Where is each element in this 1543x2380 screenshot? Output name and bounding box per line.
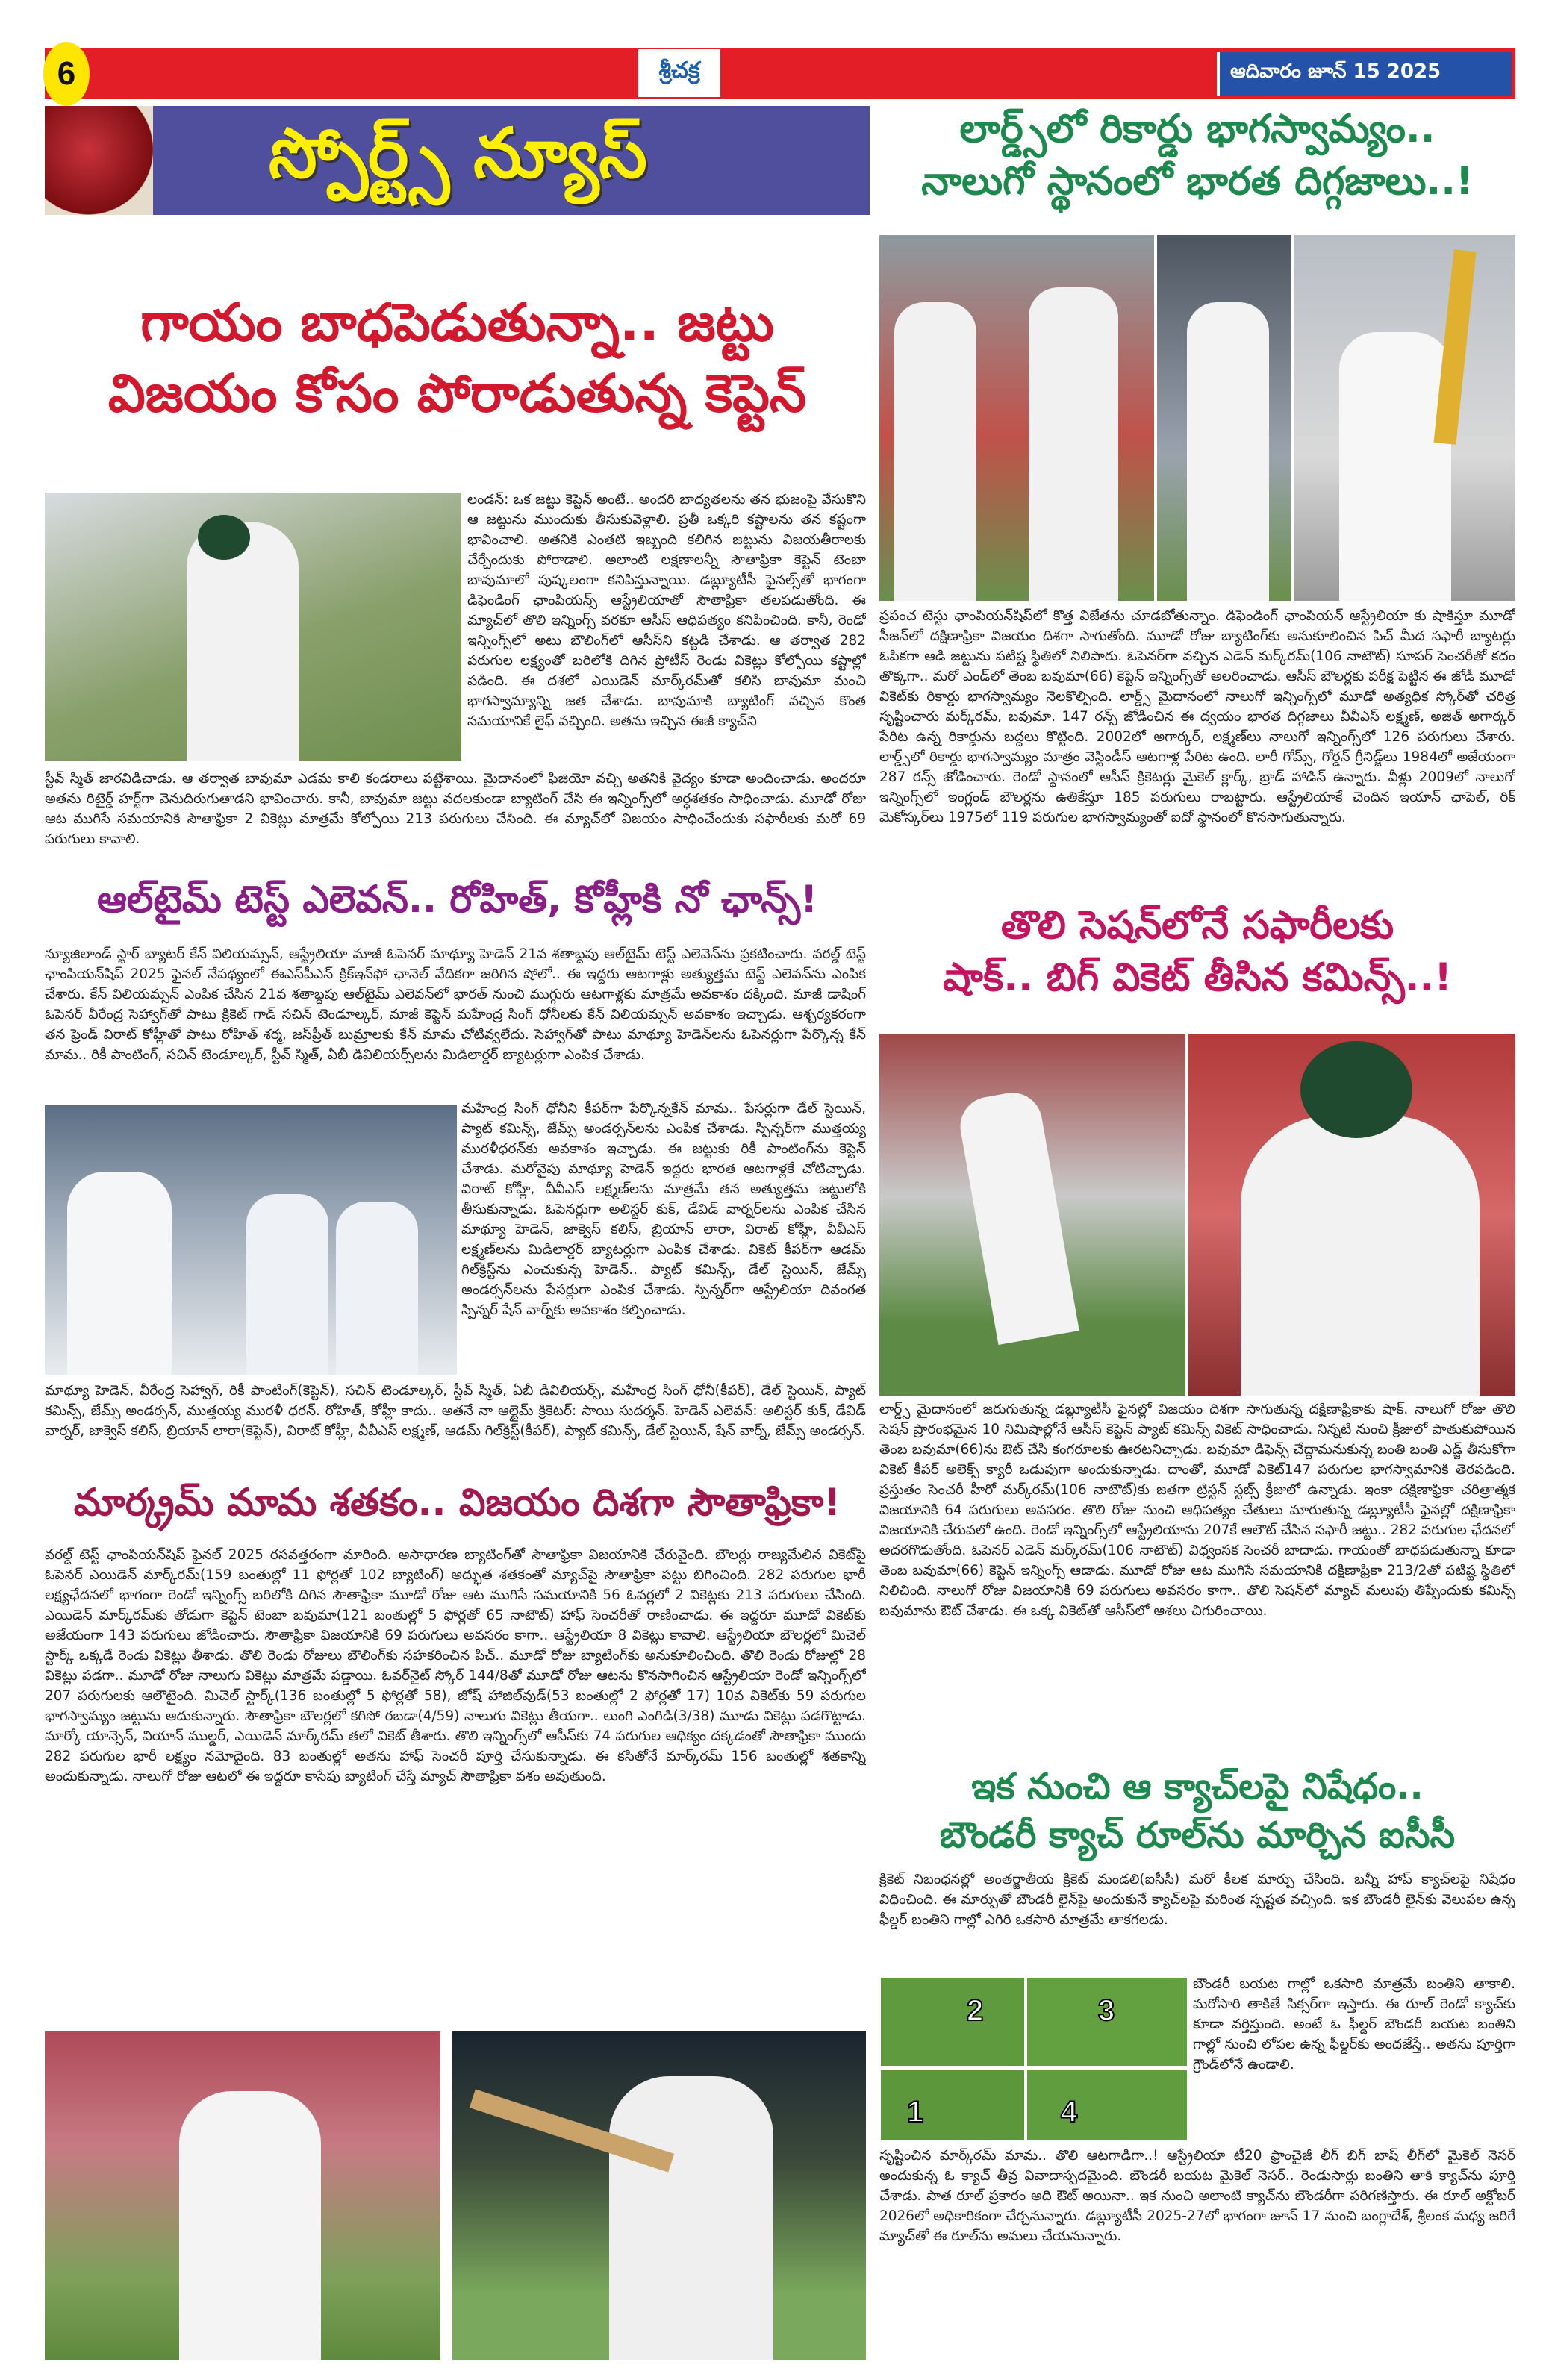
lords-headline	[879, 103, 1515, 207]
alltime-headline: ఆల్‌టైమ్ టెస్ట్ ఎలెవన్.. రోహిత్, కోహ్లీకి నో ఛాన్స్!	[96, 878, 818, 921]
captain-body-side: లండన్: ఒక జట్టు కెప్టెన్ అంటే.. అందరి బాధ్యతలను తన భుజంపై వేసుకొని ఆ జట్టును ముందుకు తీసుకువెళ్లాలి. ప్రతీ ఒక్కరి కష్టాలను తన కష్టంగా భావించాలి. అతనికి ఎంతటి ఇబ్బంది కలిగిన జట్టును విజయతీరాలకు చేర్చేందుకు పోరాడాలి. అలాంటి లక్షణాలన్నీ సౌతాఫ్రికా కెప్టెన్ టెంబా బావుమాలో పుష్కలంగా కనిపిస్తున్నాయి. డబ్ల్యూటీసీ ఫైనల్స్‌తో భాగంగా డిఫెండింగ్ ఛాంపియన్స్ ఆస్ట్రేలియాతో సౌతాఫ్రికా తలపడుతోంది. ఈ మ్యాచ్‌లో తొలి ఇన్నింగ్స్ వరకూ ఆసీస్ ఆధిపత్యం కనిపించింది. కానీ, రెండో ఇన్నింగ్స్‌లో అటు బౌలింగ్‌లో ఆసీస్‌ని కట్టడి చేశాడు. ఆ తర్వాత 282 పరుగుల లక్ష్యంతో బరిలోకి దిగిన ప్రోటీస్ రెండు వికెట్లు కోల్పోయి కష్టాల్లో పడింది. ఈ దశలో ఎయిడెన్ మార్క్‌రమ్‌తో కలిసి బావుమా మంచి భాగస్వామ్యాన్ని జత చేశాడు. బావుమాకి బ్యాటింగ్ వచ్చిన కొంత సమయానికే లైఫ్ వచ్చింది. అతను ఇచ్చిన ఈజీ క్యాచ్‌ని	[467, 492, 866, 729]
cummins-celebration-photo	[879, 1034, 1185, 1396]
captain-headline-line2: విజయం కోసం పోరాడుతున్న కెప్టెన్	[107, 362, 807, 424]
icc-headline	[879, 1763, 1515, 1860]
section-title: స్పోర్ట్స్ న్యూస్	[269, 113, 647, 193]
catch-frame: 4	[1027, 2070, 1187, 2140]
icc-body-bottom: సృష్టించిన మార్క్‌రమ్ మామ.. తొలి ఆటగాడిగా..! ఆస్ట్రేలియా టీ20 ఫ్రాంచైజీ లీగ్ బిగ్ బాష్ లీగ్‌లో మైకెల్ నెసర్ అందుకున్న ఓ క్యాచ్ తీవ్ర వివాదాస్పదమైంది. బౌండరీ బయట మైకెల్ నెసర్.. రెండుసార్లు బంతిని తాకి క్యాచ్‌ను పూర్తి చేశాడు. పాత రూల్ ప్రకారం అది ఔట్ అయినా.. ఇక నుంచి అలాంటి క్యాచ్‌ను బౌండరీగా పరిగణిస్తారు. ఈ రూల్ అక్టోబర్ 2026లో అధికారికంగా చేర్చనున్నారు. డబ్ల్యూటీసీ 2025-27లో భాగంగా జూన్ 17 నుంచి బంగ్లాదేశ్, శ్రీలంక మధ్య జరిగే మ్యాచ్‌తో ఈ రూల్‌ను అమలు చేయనున్నారు.	[879, 2148, 1515, 2244]
cricket-ball-icon	[45, 106, 153, 215]
icc-body-top: క్రికెట్ నిబంధనల్లో అంతర్జాతీయ క్రికెట్ మండలి(ఐసీసీ) మరో కీలక మార్పు చేసింది. బన్నీ హాప్ క్యాచ్‌లపై నిషేధం విధించింది. ఈ మార్పుతో బౌండరీ లైన్‌పై అందుకునే క్యాచ్‌లపై మరింత స్పష్టత వచ్చింది. ఇక బౌండరీ లైన్‌కు వెలుపల ఉన్న ఫీల్డర్ బంతిని గాల్లో ఎగిరి ఒకసారి మాత్రమే తాకగలడు.	[879, 1872, 1515, 1928]
captain-body: స్టీవ్ స్మిత్ జారవిడిచాడు. ఆ తర్వాత బావుమా ఎడమ కాలి కండరాలు పట్టేశాయి. మైదానంలో ఫిజియో వచ్చి అతనికి వైద్యం కూడా అందించాడు. అందరూ అతను రిటైర్డ్ హర్ట్‌గా వెనుదిరుగుతాడని భావించారు. కానీ, బావుమా జట్టు వదలకుండా బ్యాటింగ్ చేసి ఈ ఇన్నింగ్స్‌లో అర్ధశతకం సాధించాడు. మూడో రోజు ఆట ముగిసే సమయానికి సౌతాఫ్రికా 2 వికెట్లు మాత్రమే కోల్పోయి 213 పరుగులు చేసింది. ఈ మ్యాచ్‌లో విజయం సాధించేందుకు సఫారీలకు మరో 69 పరుగులు కావాలి.	[45, 771, 866, 847]
catch-frame: 3	[1027, 1978, 1187, 2066]
alltime-body-top: న్యూజిలాండ్ స్టార్ బ్యాటర్ కేన్ విలియమ్సన్, ఆస్ట్రేలియా మాజీ ఓపెనర్ మాథ్యూ హెడెన్ 21వ శతాబ్దపు ఆల్‌టైమ్ టెస్ట్ ఎలెవెన్‌ను ప్రకటించారు. వరల్డ్ టెస్ట్ ఛాంపియన్‌షిప్ 2025 ఫైనల్ నేపథ్యంలో ఈఎస్‌పీఎన్ క్రిక్‌ఇన్‌ఫో ఛానెల్ వేదికగా జరిగిన షోలో.. ఈ ఇద్దరు ఆటగాళ్లు అత్యుత్తమ టెస్ట్ ఎలెవన్‌ను ఎంపిక చేశారు. కేన్ విలియమ్సన్ ఎంపిక చేసిన 21వ శతాబ్దపు ఆల్‌టైమ్ ఎలెవన్‌లో భారత్ నుంచి ముగ్గురు ఆటగాళ్లకు మాత్రమే అవకాశం దక్కింది. మాజీ డాషింగ్ ఓపెనర్ వీరేంద్ర సెహ్వాగ్‌తో పాటు క్రికెట్ గాడ్ సచిన్ టెండూల్కర్, మాజీ కెప్టెన్ మహేంద్ర సింగ్ ధోనీలకు కేన్ విలియమ్సన్ అవకాశం ఇచ్చాడు. ఆశ్చర్యకరంగా తన ఫ్రెండ్ విరాట్ కోహ్లీతో పాటు రోహిత్ శర్మ, జస్‌ప్రీత్ బుమ్రాలకు కేన్ మామ చోటివ్వలేదు. సెహ్వాగ్‌తో పాటు మాథ్యూ హెడెన్‌లను ఓపెనర్లుగా పేర్కొన్న కేన్ మామ.. రికీ పాంటింగ్, సచిన్ టెండూల్కర్, స్టీవ్ స్మిత్, ఏబీ డివిలియర్స్‌లను మిడిలార్డర్ బ్యాటర్లుగా ఎంపిక చేశాడు.	[45, 946, 866, 1063]
lords-headline-line2: నాలుగో స్థానంలో భారత దిగ్గజాలు..!	[921, 159, 1474, 204]
markram-headline: మార్క్రమ్ మామ శతకం.. విజయం దిశగా సౌతాఫ్రికా!	[73, 1481, 841, 1524]
markram-celebration-photo	[45, 2031, 440, 2360]
captain-headline-line1: గాయం బాధపెడుతున్నా.. జట్టు	[140, 292, 774, 353]
boundary-catch-sequence	[881, 1978, 1187, 2140]
sports-news-banner	[45, 106, 870, 215]
alltime-body-side: మహేంద్ర సింగ్ ధోనీని కీపర్‌గా పేర్కొన్నకేన్ మామ.. పేసర్లుగా డేల్ స్టెయిన్, ప్యాట్ కమిన్స్, జేమ్స్ అండర్సన్‌లను ఎంపిక చేశాడు. స్పిన్నర్‌గా ముత్తయ్య మురళీధరన్‌కు అవకాశం ఇచ్చాడు. ఈ జట్టుకు రికీ పాంటింగ్‌ను కెప్టెన్ చేశాడు. మరోవైపు మాథ్యూ హెడెన్ ఇద్దరు భారత ఆటగాళ్లకే చోటిచ్చాడు. విరాట్ కోహ్లీ, వీవీఎస్ లక్ష్మణ్‌లను మాత్రమే తన అత్యుత్తమ జట్టులోకి తీసుకున్నాడు. ఓపెనర్లుగా అలిస్టర్ కుక్, డేవిడ్ వార్నర్‌లను ఎంపిక చేసిన మాథ్యూ హెడెన్, జాక్వెస్ కలిస్, బ్రియాన్ లారా, విరాట్ కోహ్లీ, వీవీఎస్ లక్ష్మణ్‌లను మిడిలార్డర్ బ్యాటర్లుగా ఎంపిక చేశాడు. వికెట్ కీపర్‌గా ఆడమ్ గిల్‌క్రిస్ట్‌ను ఎంచుకున్న హెడెన్.. ప్యాట్ కమిన్స్, డేల్ స్టెయిన్, జేమ్స్ అండర్సన్‌లను పేసర్లుగా ఎంపిక చేశాడు. స్పిన్నర్‌గా ఆస్ట్రేలియా దివంగత స్పిన్నర్ షేన్ వార్న్‌కు అవకాశం కల్పించాడు.	[461, 1101, 866, 1318]
markram-bavuma-photo	[879, 235, 1154, 601]
icc-headline-line2: బౌండరీ క్యాచ్ రూల్‌ను మార్చిన ఐసీసీ	[939, 1814, 1456, 1856]
agarkar-photo	[1294, 235, 1515, 601]
newspaper-logo: శ్రీచక్ర	[638, 49, 720, 97]
icc-body-side: బౌండరీ బయట గాల్లో ఒకసారి మాత్రమే బంతిని తాకాలి. మరోసారి తాకితే సిక్సర్‌గా ఇస్తారు. ఈ రూల్ రెండో క్యాచ్‌కు కూడా వర్తిస్తుంది. అంటే ఓ ఫీల్డర్ బౌండరీ బయట బంతిని గాల్లో నుంచి లోపల ఉన్న ఫీల్డర్‌కు అందజేస్తే.. అతను పూర్తిగా గ్రౌండ్‌లోనే ఉండాలి.	[1193, 1976, 1515, 2073]
cummins-headline-line2: షాక్.. బిగ్ వికెట్ తీసిన కమిన్స్..!	[943, 955, 1452, 1001]
markram-batting-photo	[452, 2031, 866, 2360]
markram-body: వరల్డ్ టెస్ట్ ఛాంపియన్‌షిప్ ఫైనల్ 2025 రసవత్తరంగా మారింది. అసాధారణ బ్యాటింగ్‌తో సౌతాఫ్రికా విజయానికి చేరువైంది. బౌలర్లు రాజ్యమేలిన వికెట్‌పై ఓపెనర్ ఎయిడెన్ మార్క్‌రమ్(159 బంతుల్లో 11 ఫోర్లతో 102 బ్యాటింగ్) అద్భుత శతకంతో మ్యాచ్‌పై సౌతాఫ్రికా పట్టు బిగించింది. 282 పరుగుల భారీ లక్ష్యఛేదనలో భాగంగా రెండో ఇన్నింగ్స్ బరిలోకి దిగిన సౌతాఫ్రికా మూడో రోజు ఆట ముగిసే సమయానికి 56 ఓవర్లలో 2 వికెట్లకు 213 పరుగులు చేసింది. ఎయిడెన్ మార్క్‌రమ్‌కు తోడుగా కెప్టెన్ టెంబా బవుమా(121 బంతుల్లో 5 ఫోర్లతో 65 నాటౌట్) హాఫ్ సెంచరీతో రాణించాడు. ఈ ఇద్దరూ మూడో వికెట్‌కు అజేయంగా 143 పరుగులు జోడించారు. సౌతాఫ్రికా విజయానికి 69 పరుగులు అవసరం కాగా.. ఆస్ట్రేలియా 8 వికెట్లు కావాలి. ఆస్ట్రేలియా బౌలర్లలో మిచెల్ స్టార్క్ ఒక్కడే రెండు వికెట్లు తీశాడు. తొలి రెండు రోజులు బౌలింగ్‌కు సహకరించిన పిచ్.. మూడో రోజు బ్యాటింగ్‌కు అనుకూలించింది. తొలి రెండు రోజుల్లో 28 వికెట్లు పడగా.. మూడో రోజు నాలుగు వికెట్లు మాత్రమే పడ్డాయి. ఓవర్‌నైట్ స్కోర్ 144/8తో మూడో రోజు ఆటను కొనసాగించిన ఆస్ట్రేలియా రెండో ఇన్నింగ్స్‌లో 207 పరుగులకు ఆలౌటైంది. మిచెల్ స్టార్క్(136 బంతుల్లో 5 ఫోర్లతో 58), జోష్ హాజిల్‌వుడ్(53 బంతుల్లో 2 ఫోర్లతో 17) 10వ వికెట్‌కు 59 పరుగుల భాగస్వామ్యం జట్టును ఆదుకున్నారు. సౌతాఫ్రికా బౌలర్లలో కగిసో రబడా(4/59) నాలుగు వికెట్లు తీయగా.. లుంగి ఎంగిడి(3/38) మూడు వికెట్లు పడగొట్టాడు. మార్కో యాన్సెన్, వియాన్ ముల్డర్, ఎయిడెన్ మార్క్‌రమ్ తలో వికెట్ తీశారు. తొలి ఇన్నింగ్స్‌లో ఆసీస్‌కు 74 పరుగుల ఆధిక్యం దక్కడంతో సౌతాఫ్రికా ముందు 282 పరుగుల భారీ లక్ష్యం నమోదైంది. 83 బంతుల్లో అతను హాఫ్ సెంచరీ పూర్తి చేసుకున్నాడు. ఈ కసితోనే మార్క్‌రమ్ 156 బంతుల్లో శతకాన్ని అందుకున్నాడు. నాలుగో రోజు ఆటలో ఈ ఇద్దరూ కాసేపు బ్యాటింగ్ చేస్తే మ్యాచ్ సౌతాఫ్రికా వశం అవుతుంది.	[45, 1547, 866, 1784]
page-number: 6	[43, 42, 90, 106]
cummins-headline	[879, 899, 1515, 1004]
cummins-headline-line1: తొలి సెషన్‌లోనే సఫారీలకు	[1000, 903, 1394, 948]
lords-body: ప్రపంచ టెస్టు ఛాంపియన్‌షిప్‌లో కొత్త విజేతను చూడబోతున్నాం. డిఫెండింగ్ ఛాంపియన్ ఆస్ట్రేలియా కు షాకిస్తూ మూడో సీజన్‌లో దక్షిణాఫ్రికా విజయం దిశగా సాగుతోంది. మూడో రోజు బ్యాటింగ్‌కు అనుకూలించిన పిచ్ మీద సఫారీ బ్యాటర్లు ఓపికగా ఆడి జట్టును పటిష్ట స్థితిలో నిలిపారు. ఓపెనర్‌గా వచ్చిన ఎడెన్ మర్క్‌రమ్(106 నాటౌట్) సూపర్ సెంచరీతో కదం తొక్కగా.. మరో ఎండ్‌లో తెంబ బవుమా(66) కెప్టెన్ ఇన్నింగ్స్‌తో అలరించాడు. ఆసీస్ బౌలర్లకు పరీక్ష పెట్టిన ఈ జోడీ మూడో వికెట్‌కు రికార్డు భాగస్వామ్యం నెలకొల్పింది. లార్డ్స్ మైదానంలో నాలుగో ఇన్నింగ్స్‌లో మూడో అత్యధిక స్కోర్‌తో చరిత్ర సృష్టించారు మర్క్‌రమ్, బవుమా. 147 రన్స్ జోడించిన ఈ ద్వయం భారత దిగ్గజాలు వీవీఎస్ లక్ష్మణ్, అజిత్ అగార్కర్ పేరిట ఉన్న రికార్డును బద్దలు కొట్టింది. 2002లో అగార్కర్, లక్ష్మణ్‌లు నాలుగో ఇన్నింగ్స్‌లో 126 పరుగులు చేశారు. లార్డ్స్‌లో రికార్డు భాగస్వామ్యం మాత్రం వెస్టిండీస్ ఆటగాళ్ల పేరిట ఉంది. లారీ గోమ్స్, గోర్డన్ గ్రీనిడ్జ్‌లు 1984లో అజేయంగా 287 రన్స్ జోడించారు. రెండో స్థానంలో ఆసీస్ క్రికెటర్లు మైకెల్ క్లార్క్, బ్రాడ్ హాడిన్ ఉన్నారు. వీళ్లు 2009లో నాలుగో ఇన్నింగ్స్‌లో ఇంగ్లండ్ బౌలర్లను ఉతికేస్తూ 185 పరుగులు రాబట్టారు. ఆస్ట్రేలియాకే చెందిన ఇయాన్ ఛాపెల్, రిక్ మెకోస్కర్‌లు 1975లో 119 పరుగుల భాగస్వామ్యంతో ఐదో స్థానంలో కొనసాగుతున్నారు.	[879, 608, 1515, 825]
icc-headline-line1: ఇక నుంచి ఆ క్యాచ్‌లపై నిషేధం..	[971, 1766, 1424, 1808]
catch-frame: 2	[881, 1978, 1024, 2066]
alltime-body-bottom: మాథ్యూ హెడెన్, వీరేంద్ర సెహ్వాగ్, రికీ పాంటింగ్(కెప్టెన్), సచిన్ టెండూల్కర్, స్టీవ్ స్మిత్, ఏబీ డివిలియర్స్, మహేంద్ర సింగ్ ధోనీ(కీపర్), డేల్ స్టెయిన్, ప్యాట్ కమిన్స్, జేమ్స్ అండర్సన్, ముత్తయ్య మురళీ ధరన్. రోహిత్, కోహ్లీ కాదు.. అతనే నా ఆల్టైమ్ క్రికెటర్: సాయి సుదర్శన్. హెడెన్ ఎలెవన్: అలిస్టర్ కుక్, డేవిడ్ వార్నర్, జాక్వెస్ కలిస్, బ్రియాన్ లారా(కెప్టెన్), విరాట్ కోహ్లీ, వీవీఎస్ లక్ష్మణ్, ఆడమ్ గిల్‌క్రిస్ట్(కీపర్), ప్యాట్ కమిన్స్, డేల్ స్టెయిన్, షేన్ వార్న్, జేమ్స్ అండర్సన్.	[45, 1383, 866, 1439]
laxman-photo	[1157, 235, 1291, 601]
catch-frame: 1	[881, 2070, 1024, 2140]
captain-headline	[45, 287, 870, 428]
cummins-body: లార్డ్స్ మైదానంలో జరుగుతున్న డబ్ల్యూటీసీ ఫైనల్లో విజయం దిశగా సాగుతున్న దక్షిణాఫ్రికాకు షాక్. నాలుగో రోజు తొలి సెషన్ ప్రారంభమైన 10 నిమిషాల్లోనే ఆసీస్ కెప్టెన్ ప్యాట్ కమిన్స్ వికెట్ సాధించాడు. నిన్నటి నుంచి క్రీజులో పాతుకుపోయిన తెంబ బవుమా(66)ను ఔట్ చేసి కంగరూలకు ఊరటనిచ్చాడు. బవుమా డిఫెన్స్ చేద్దామనుకున్న బంతి బంతి ఎడ్జ్ తీసుకోగా వికెట్ కీపర్ అలెక్స్ క్యారీ ఒడుపుగా అందుకున్నాడు. దాంతో, మూడో వికెట్147 పరుగుల భాగస్వామానికి తెరపడింది. ప్రస్తుతం సెంచరీ హీరో మర్క్‌రమ్(106 నాటౌట్)కు జతగా ట్రిస్టన్ స్టబ్స్ క్రీజులో ఉన్నాడు. ఇంకా దక్షిణాఫ్రికా చరిత్రాత్మక విజయానికి 64 పరుగులు అవసరం. తొలి రోజు నుంచి ఆధిపత్యం చేతులు మారుతున్న డబ్ల్యూటీసీ ఫైనల్లో దక్షిణాఫ్రికా విజయానికి చేరువలో ఉంది. రెండో ఇన్నింగ్స్‌లో ఆస్ట్రేలియాను 207కే ఆలౌట్ చేసిన సఫారీ జట్టు.. 282 పరుగుల ఛేదనలో అదరగొడుతోంది. ఓపెనర్ ఎడెన్ మర్క్‌రమ్(106 నాటౌట్) విధ్వంసక సెంచరీ బాదాడు. గాయంతో బాధపడుతున్నా కూడా తెంబ బవుమా(66) కెప్టెన్ ఇన్నింగ్స్ ఆడాడు. మూడో రోజు ఆట ముగిసే సమయానికి దక్షిణాఫ్రికా 213/2తో పటిష్ట స్థితిలో నిలిచింది. నాలుగో రోజు విజయానికి 69 పరుగులు అవసరం కాగా.. తొలి సెషన్‌లో మ్యాచ్ మలుపు తిప్పేందుకు కమిన్స్ బవుమాను ఔట్ చేశాడు. ఈ ఒక్క వికెట్‌తో ఆసీస్‌లో ఆశలు చిగురించాయి.	[879, 1402, 1515, 1619]
issue-date: ఆదివారం జూన్ 15 2025	[1217, 52, 1512, 96]
lords-headline-line1: లార్డ్స్‌లో రికార్డు భాగస్వామ్యం..	[959, 107, 1436, 152]
india-players-photo	[45, 1105, 457, 1375]
bavuma-photo	[45, 493, 461, 761]
bavuma-dismissal-photo	[1188, 1034, 1515, 1396]
